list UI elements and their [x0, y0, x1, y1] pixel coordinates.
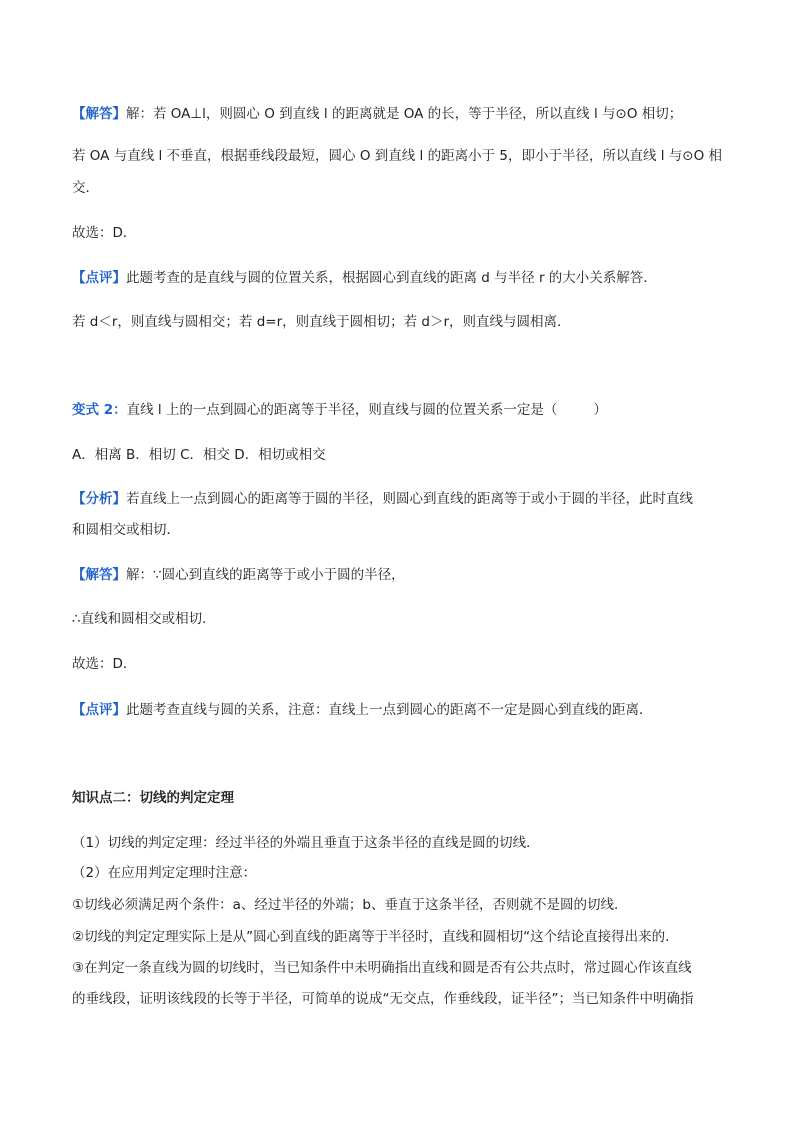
variant-question-end: ） [593, 402, 607, 418]
variant-answer-text: 解：∵圆心到直线的距离等于或小于圆的半径， [126, 567, 405, 583]
knowledge-line-2: （2）在应用判定定理时注意： [72, 865, 257, 881]
analysis-tag: 【分析】 [72, 491, 126, 507]
comment-text: 此题考查的是直线与圆的位置关系，根据圆心到直线的距离 d 与半径 r 的大小关系解答． [126, 270, 657, 286]
variant-answer-line-1 [72, 565, 405, 585]
variant-answer-line-2: ∴直线和圆相交或相切． [72, 611, 216, 627]
comment-line-1 [72, 268, 657, 288]
analysis-line-2: 和圆相交或相切． [72, 522, 180, 538]
comment-tag: 【点评】 [72, 270, 126, 286]
comment-line-2: 若 d＜r，则直线与圆相交；若 d=r，则直线于圆相切；若 d＞r，则直线与圆相离． [72, 314, 571, 330]
variant-comment-tag: 【点评】 [72, 702, 126, 718]
knowledge-line-6: 的垂线段，证明该线段的长等于半径，可简单的说成“无交点，作垂线段，证半径”；当已知条件中明确指 [72, 991, 694, 1007]
variant-label: 变式 2： [72, 402, 127, 418]
knowledge-line-1: （1）切线的判定定理：经过半径的外端且垂直于这条半径的直线是圆的切线． [72, 835, 540, 851]
analysis-line-1 [72, 489, 693, 509]
variant-choice: 故选：D． [72, 656, 137, 672]
answer-line-1 [72, 104, 682, 124]
answer-tag: 【解答】 [72, 106, 126, 122]
variant-comment-text: 此题考查直线与圆的关系，注意：直线上一点到圆心的距离不一定是圆心到直线的距离． [126, 702, 653, 718]
variant-options: A．相离 B．相切 C．相交 D．相切或相交 [72, 447, 326, 463]
variant-answer-tag: 【解答】 [72, 567, 126, 583]
knowledge-line-3: ①切线必须满足两个条件：a、经过半径的外端；b、垂直于这条半径，否则就不是圆的切线． [72, 897, 628, 913]
knowledge-heading: 知识点二：切线的判定定理 [72, 790, 234, 806]
variant-question-text: 直线 l 上的一点到圆心的距离等于半径，则直线与圆的位置关系一定是（ [126, 402, 558, 418]
answer-text: 解：若 OA⊥l，则圆心 O 到直线 l 的距离就是 OA 的长，等于半径，所以直线 l 与⊙O 相切； [126, 106, 683, 122]
analysis-text: 若直线上一点到圆心的距离等于圆的半径，则圆心到直线的距离等于或小于圆的半径，此时直线 [126, 491, 693, 507]
knowledge-line-4: ②切线的判定定理实际上是从”圆心到直线的距离等于半径时，直线和圆相切“这个结论直接得出来的． [72, 929, 679, 945]
variant-comment [72, 700, 653, 720]
answer-line-2: 若 OA 与直线 l 不垂直，根据垂线段最短，圆心 O 到直线 l 的距离小于 5，即小于半径，所以直线 l 与⊙O 相 [72, 148, 723, 164]
variant-question [72, 400, 607, 420]
knowledge-line-5: ③在判定一条直线为圆的切线时，当已知条件中未明确指出直线和圆是否有公共点时，常过圆心作该直线 [72, 960, 692, 976]
choice-line: 故选：D． [72, 225, 137, 241]
answer-line-3: 交． [72, 180, 99, 196]
